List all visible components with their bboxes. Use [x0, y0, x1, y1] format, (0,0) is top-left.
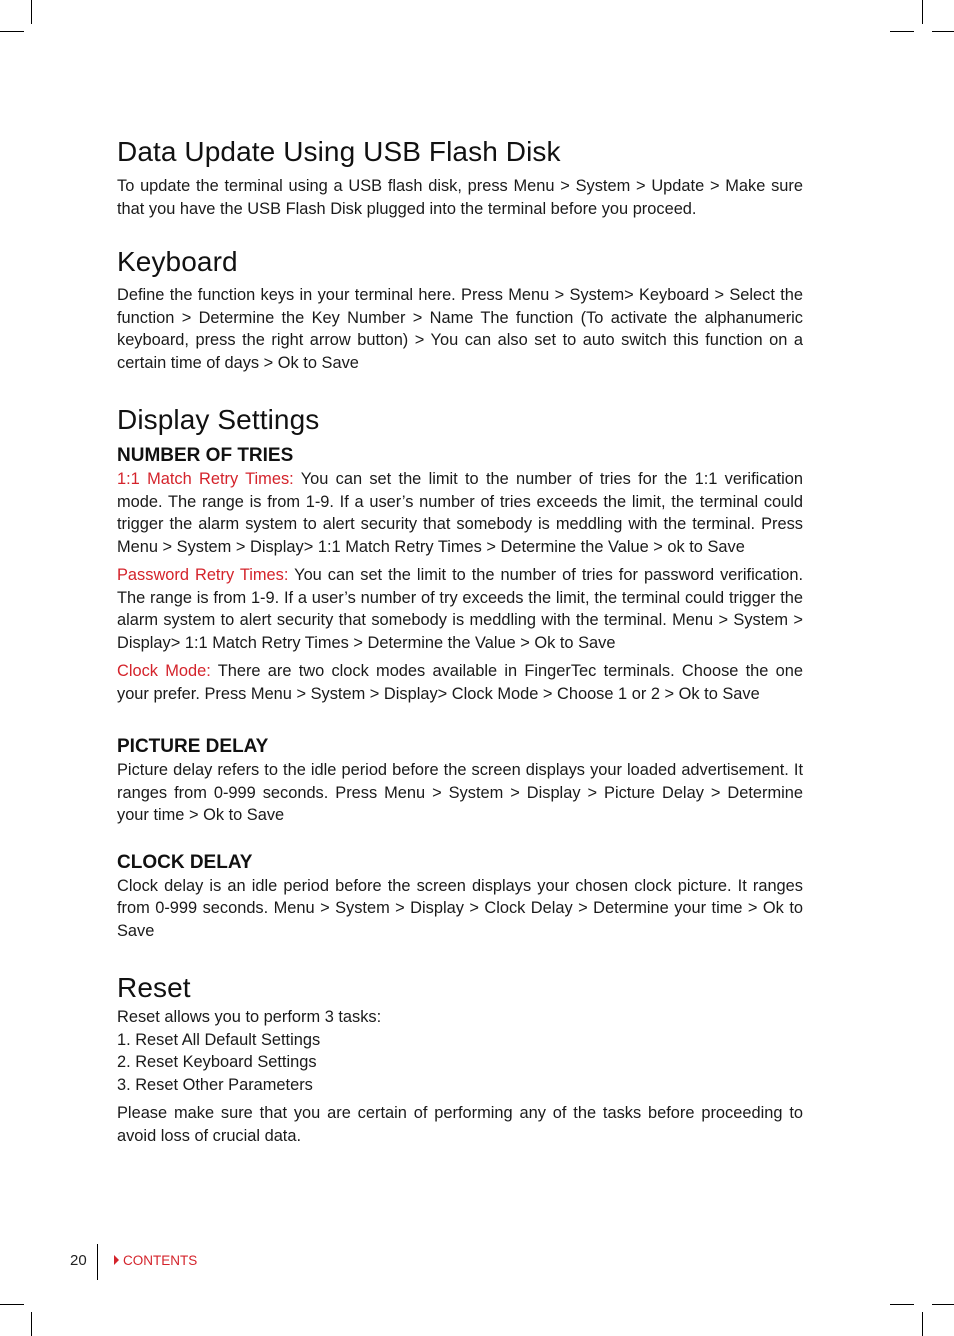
paragraph-clock-delay: Clock delay is an idle period before the screen displays your chosen clock picture. It ranges from 0-999 seconds. Menu > System > Display > Clock Delay > Determine your time > Ok to Save [117, 876, 803, 940]
footer-divider [97, 1244, 98, 1280]
reset-intro: Reset allows you to perform 3 tasks: [117, 1008, 382, 1026]
crop-mark [0, 31, 24, 32]
section-body-keyboard: Define the function keys in your terminal here. Press Menu > System> Keyboard > Select the function > Determine the Key Number > Name The function (To activate the alphanumeric keyboard, press the right arrow button) > You can also set to auto switch this function on a certain time of days > Ok to Save [117, 286, 803, 372]
section-body-usb: To update the terminal using a USB flash disk, press Menu > System > Update > Make sure that you have the USB Flash Disk plugged into the terminal before you proceed. [117, 177, 803, 218]
text-password-retry: You can set the limit to the number of tries for password verification. The range is from 1-9. If a user’s number of try exceeds the limit, the terminal could trigger the alarm system to alert security that somebody is meddling with the terminal. Menu > System > Display> 1:1 Match Retry Times > Determine the Value > Ok to Save [117, 566, 804, 652]
crop-mark [922, 0, 923, 24]
contents-link[interactable] [114, 1253, 197, 1268]
section-reset [117, 970, 803, 1147]
crop-mark [0, 1304, 24, 1305]
paragraph-match-retry [117, 468, 803, 558]
reset-item: 3. Reset Other Parameters [117, 1075, 313, 1094]
subheading-number-of-tries: NUMBER OF TRIES [117, 445, 294, 466]
subheading-picture-delay: PICTURE DELAY [117, 736, 269, 757]
section-title-display: Display Settings [117, 404, 320, 435]
text-match-retry: You can set the limit to the number of tries for the 1:1 verification mode. The range is from 1-9. If a user’s number of tries exceeds the limit, the terminal could trigger the alarm system to alert security that somebody is meddling with the terminal. Press Menu > System > Display> 1:1 Match Retry Times > Determine the Value > ok to Save [117, 470, 804, 556]
section-title-usb: Data Update Using USB Flash Disk [117, 136, 561, 167]
crop-mark [922, 1312, 923, 1336]
label-clock-mode: Clock Mode: [117, 662, 211, 680]
label-match-retry: 1:1 Match Retry Times: [117, 470, 294, 488]
subheading-clock-delay: CLOCK DELAY [117, 851, 253, 873]
section-title-keyboard: Keyboard [117, 246, 238, 277]
crop-mark [31, 1312, 32, 1336]
triangle-right-icon [114, 1255, 119, 1265]
reset-note: Please make sure that you are certain of performing any of the tasks before proceeding to avoid loss of crucial data. [117, 1104, 803, 1145]
paragraph-picture-delay: Picture delay refers to the idle period before the screen displays your loaded advertisement. It ranges from 0-999 seconds. Press Menu > System > Display > Picture Delay > Determine your time > Ok to Save [117, 761, 803, 824]
reset-item: 2. Reset Keyboard Settings [117, 1053, 317, 1071]
reset-item: 1. Reset All Default Settings [117, 1030, 321, 1049]
crop-mark [890, 31, 914, 32]
section-keyboard [117, 244, 803, 374]
label-password-retry: Password Retry Times: [117, 566, 289, 584]
page-number: 20 [70, 1252, 87, 1269]
section-title-reset: Reset [117, 972, 191, 1003]
contents-link-label: CONTENTS [123, 1253, 198, 1268]
paragraph-password-retry [117, 564, 803, 654]
crop-mark [932, 31, 954, 32]
section-display-settings [117, 402, 803, 942]
paragraph-clock-mode [117, 660, 803, 705]
crop-mark [31, 0, 32, 24]
crop-mark [932, 1304, 954, 1305]
text-clock-mode: There are two clock modes available in FingerTec terminals. Choose the one your prefer. Press Menu > System > Display> Clock Mode > Choose 1 or 2 > Ok to Save [117, 662, 803, 703]
crop-mark [890, 1304, 914, 1305]
page-content [117, 134, 803, 1147]
section-usb-update [117, 134, 803, 220]
